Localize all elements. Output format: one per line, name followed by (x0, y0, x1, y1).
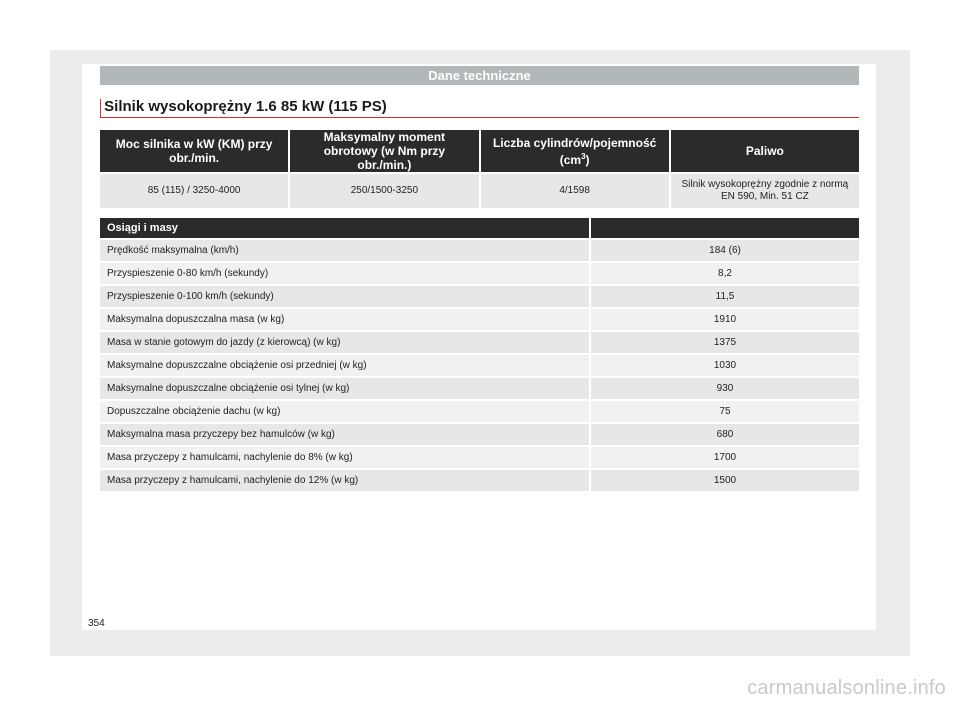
table-row (100, 286, 859, 307)
row-label: Maksymalna masa przyczepy bez hamulców (w kg) (100, 424, 589, 445)
performance-header-value (591, 218, 859, 238)
table-row (100, 447, 859, 468)
row-value: 75 (591, 401, 859, 422)
row-value: 1030 (591, 355, 859, 376)
row-value: 1700 (591, 447, 859, 468)
header-torque: Maksymalny moment obrotowy (w Nm przy obr./min.) (290, 130, 478, 174)
row-label: Prędkość maksymalna (km/h) (100, 240, 589, 261)
section-header: Dane techniczne (100, 66, 859, 85)
header-power: Moc silnika w kW (KM) przy obr./min. (100, 130, 288, 174)
title-underline (100, 117, 859, 118)
table-row (100, 378, 859, 399)
performance-header: Osiągi i masy (100, 218, 589, 238)
row-label: Przyspieszenie 0-80 km/h (sekundy) (100, 263, 589, 284)
row-label: Dopuszczalne obciążenie dachu (w kg) (100, 401, 589, 422)
row-value: 8,2 (591, 263, 859, 284)
table-row (100, 263, 859, 284)
row-value: 1500 (591, 470, 859, 491)
table-row (100, 240, 859, 261)
page-title: Silnik wysokoprężny 1.6 85 kW (115 PS) (104, 98, 387, 115)
cell-torque: 250/1500-3250 (290, 174, 478, 208)
row-value: 930 (591, 378, 859, 399)
cell-fuel: Silnik wysokoprężny zgodnie z normą EN 590, Min. 51 CZ (671, 174, 859, 208)
row-value: 11,5 (591, 286, 859, 307)
row-label: Maksymalna dopuszczalna masa (w kg) (100, 309, 589, 330)
row-label: Masa przyczepy z hamulcami, nachylenie do 8% (w kg) (100, 447, 589, 468)
row-value: 680 (591, 424, 859, 445)
table-row (100, 470, 859, 491)
row-label: Masa w stanie gotowym do jazdy (z kierowcą) (w kg) (100, 332, 589, 353)
performance-table-header-row (100, 218, 859, 238)
table-row (100, 401, 859, 422)
performance-table (98, 216, 861, 493)
row-label: Maksymalne dopuszczalne obciążenie osi przedniej (w kg) (100, 355, 589, 376)
cell-cylinders: 4/1598 (481, 174, 669, 208)
cell-power: 85 (115) / 3250-4000 (100, 174, 288, 208)
row-value: 1375 (591, 332, 859, 353)
row-label: Masa przyczepy z hamulcami, nachylenie do 12% (w kg) (100, 470, 589, 491)
table-row (100, 332, 859, 353)
header-cylinders: Liczba cylindrów/pojemność $(cm^3)$ (481, 130, 669, 174)
table-row (100, 355, 859, 376)
page-number: 354 (88, 618, 105, 629)
row-value: 1910 (591, 309, 859, 330)
watermark-text: carmanualsonline.info (747, 677, 946, 699)
row-label: Maksymalne dopuszczalne obciążenie osi tylnej (w kg) (100, 378, 589, 399)
row-label: Przyspieszenie 0-100 km/h (sekundy) (100, 286, 589, 307)
engine-table-header-row (100, 130, 859, 174)
table-row (100, 309, 859, 330)
row-value: 184 (6) (591, 240, 859, 261)
header-fuel: Paliwo (671, 130, 859, 174)
table-row (100, 424, 859, 445)
engine-spec-table (98, 130, 861, 208)
engine-table-row (100, 174, 859, 208)
